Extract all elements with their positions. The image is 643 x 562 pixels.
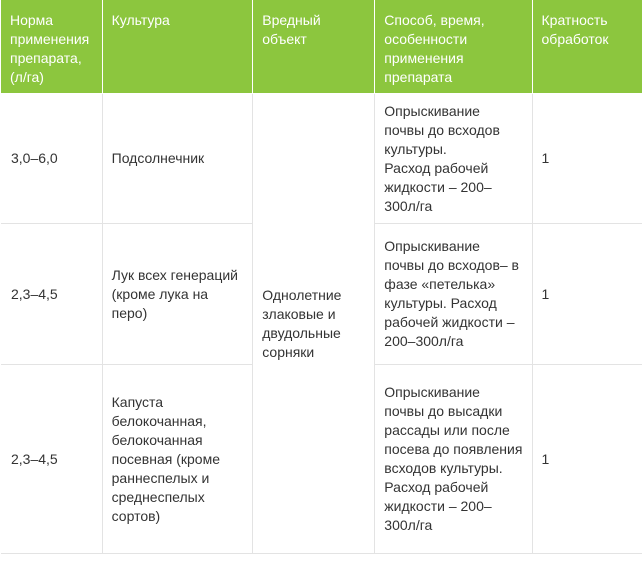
cell-rate: 2,3–4,5 — [1, 224, 102, 365]
herbicide-application-table — [1, 0, 642, 554]
cell-crop: Лук всех генераций (кроме лука на перо) — [102, 224, 253, 365]
cell-method — [375, 365, 532, 554]
table-header-row — [1, 0, 642, 94]
header-crop: Культура — [102, 0, 253, 94]
cell-times: 1 — [532, 224, 642, 365]
method-line-2: Расход рабочей жидкости – 200–300л/га — [384, 159, 492, 214]
cell-rate: 2,3–4,5 — [1, 365, 102, 554]
method-line-1: Опрыскивание почвы до высадки рассады или после посева до появления всходов культуры. — [384, 384, 523, 476]
cell-method — [375, 94, 532, 224]
header-pest: Вредный объект — [253, 0, 375, 94]
header-times: Кратность обработок — [532, 0, 642, 94]
header-rate: Норма применения препарата, (л/га) — [1, 0, 102, 94]
cell-rate: 3,0–6,0 — [1, 94, 102, 224]
cell-pest: Однолетние злаковые и двудольные сорняки — [253, 94, 375, 554]
cell-times: 1 — [532, 94, 642, 224]
cell-times: 1 — [532, 365, 642, 554]
table-row — [1, 94, 642, 224]
cell-crop: Капуста белокочанная, белокочанная посевная (кроме раннеспелых и среднеспелых сортов) — [102, 365, 253, 554]
method-line-1: Опрыскивание почвы до всходов культуры. — [384, 102, 500, 157]
method-line-2: Расход рабочей жидкости – 200–300л/га — [384, 479, 492, 533]
cell-crop: Подсолнечник — [102, 94, 253, 224]
header-method: Способ, время, особенности применения препарата — [375, 0, 532, 94]
cell-method: Опрыскивание почвы до всходов– в фазе «петелька» культуры. Расход рабочей жидкости – 200–300л/га — [375, 224, 532, 365]
